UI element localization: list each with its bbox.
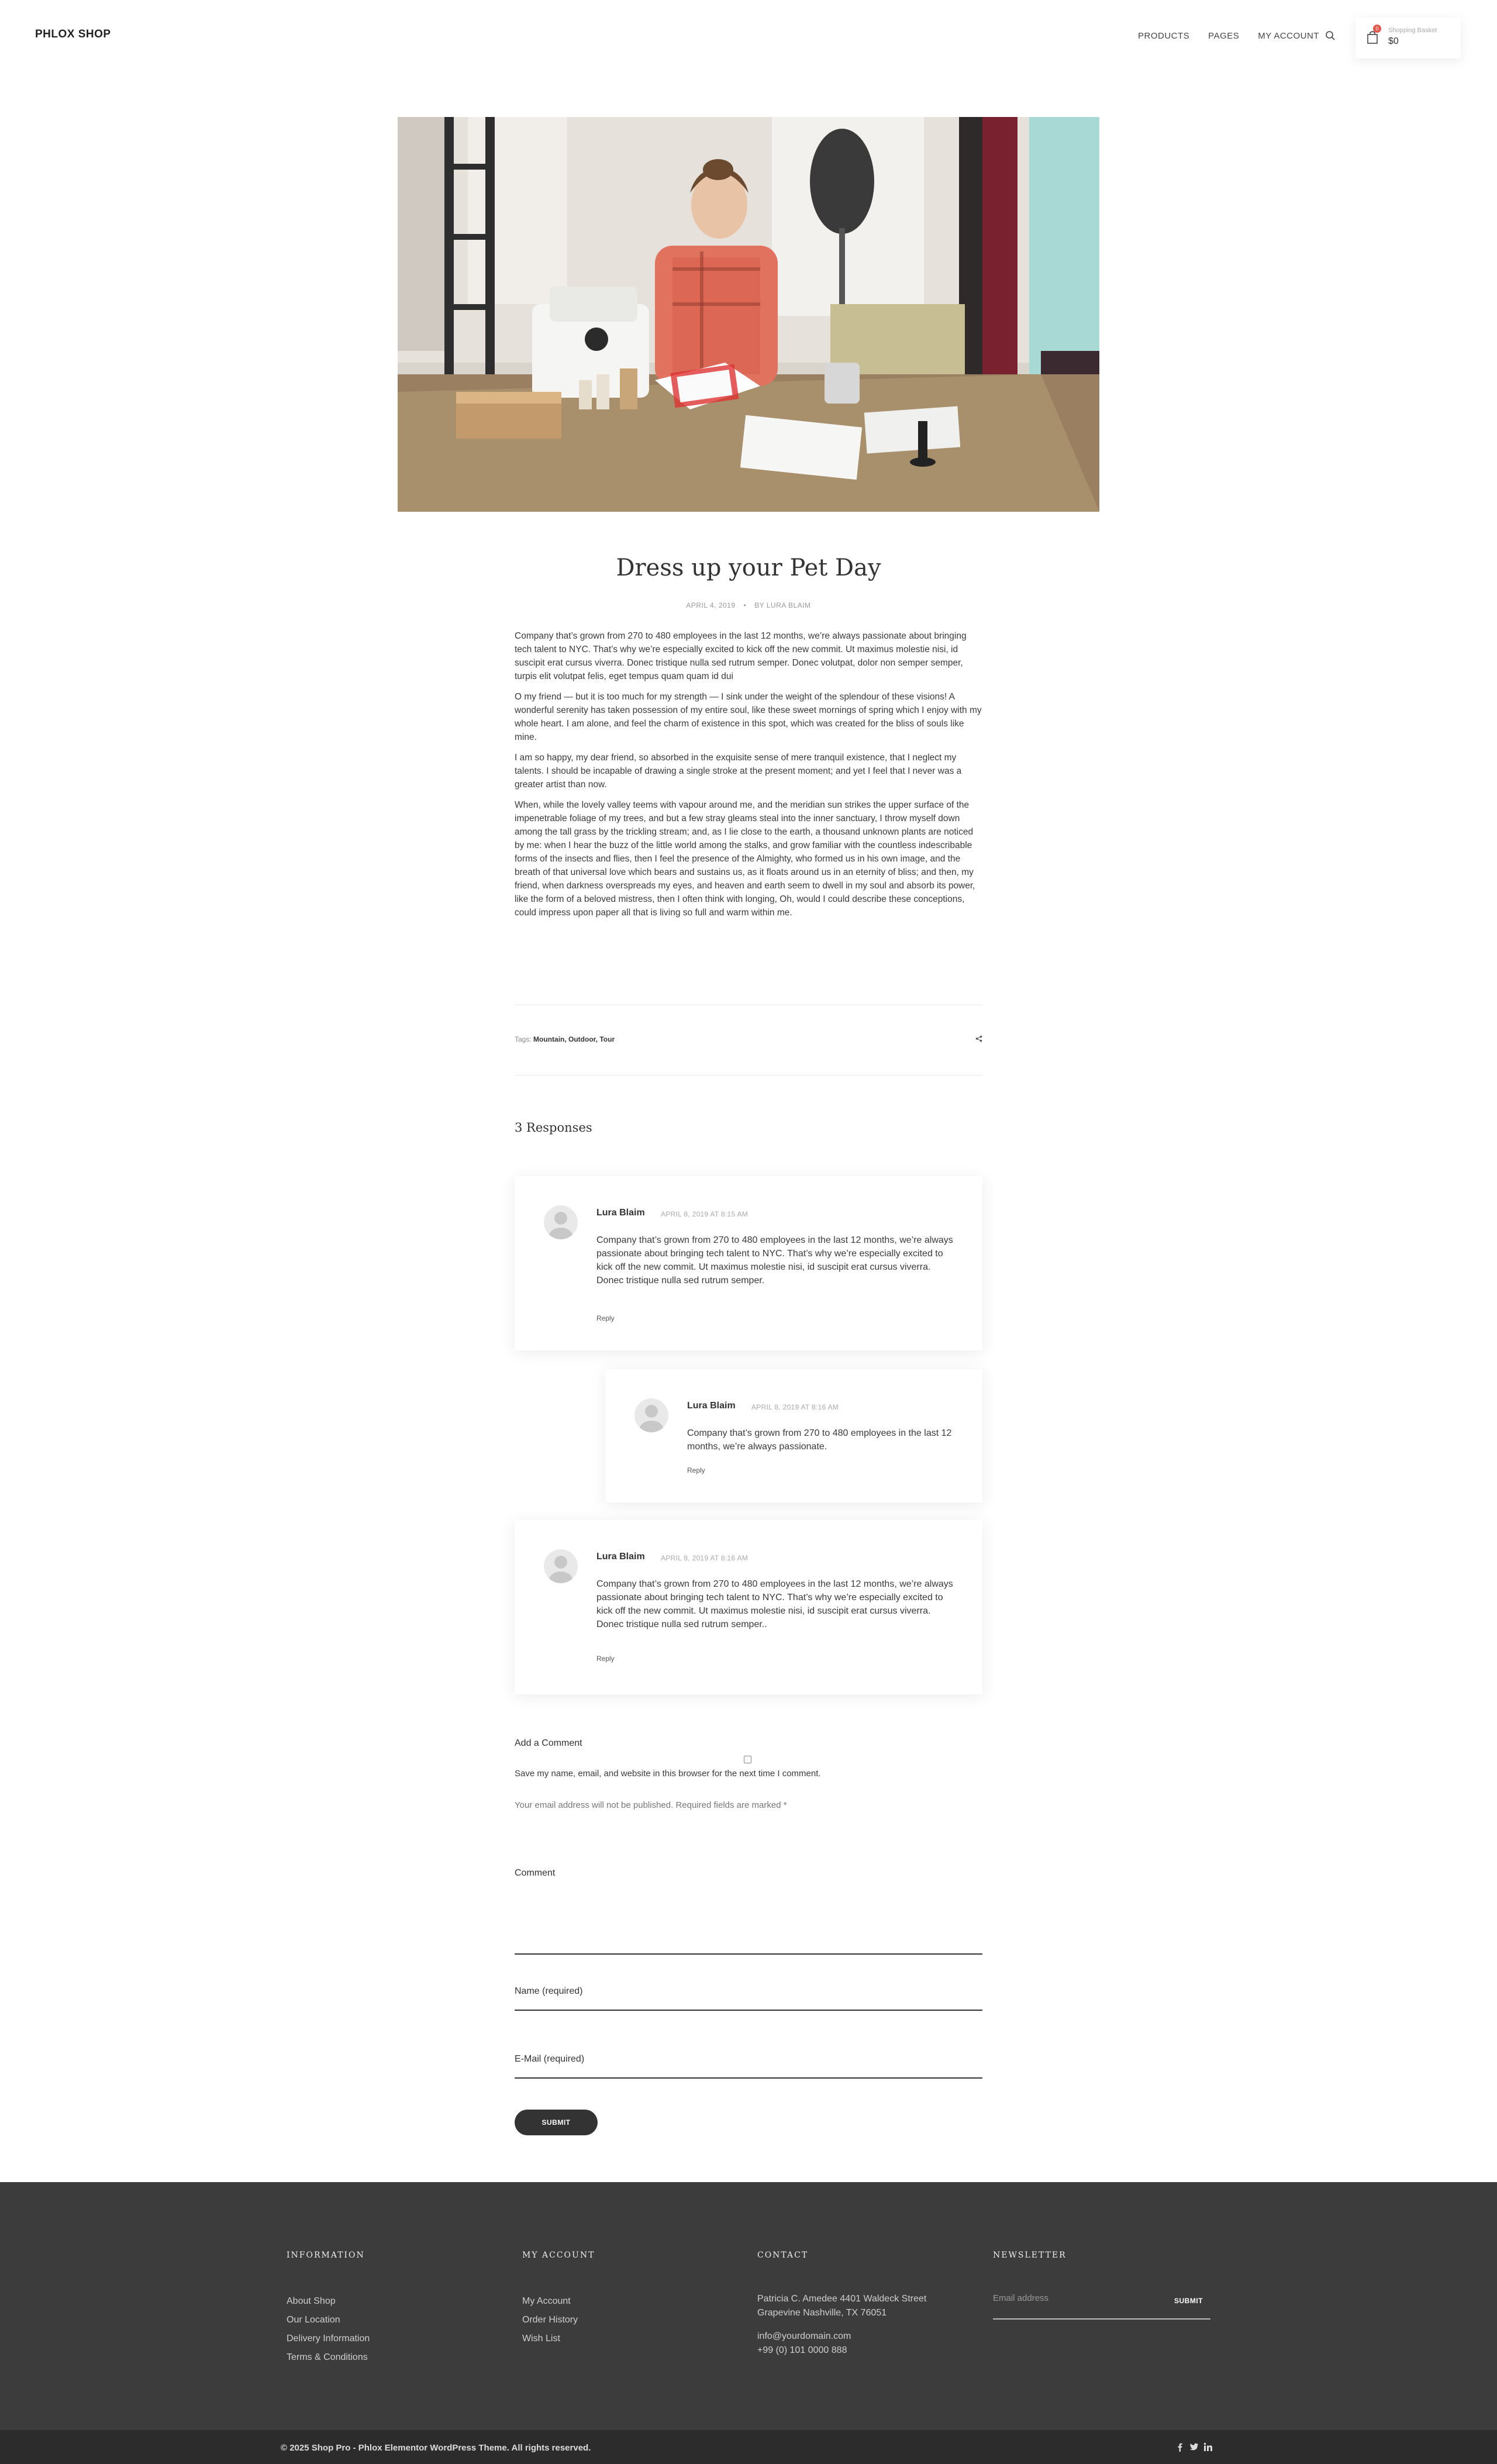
main-nav — [1138, 31, 1338, 41]
footer-information-title: INFORMATION — [287, 2251, 365, 2260]
site-logo[interactable]: PHLOX SHOP — [35, 28, 111, 40]
footer-newsletter-title: NEWSLETTER — [993, 2251, 1067, 2260]
site-footer — [0, 2182, 1497, 2430]
post-author[interactable]: BY LURA BLAIM — [754, 601, 811, 609]
post-paragraph: I am so happy, my dear friend, so absorbed in the exquisite sense of mere tranquil existence, that I neglect my talents. I should be incapable of drawing a single stroke at the present moment; and yet I feel that I never was a greater artist than now. — [515, 753, 962, 790]
add-comment-title: Add a Comment — [515, 1738, 582, 1748]
cart-label: Shopping Basket — [1388, 27, 1437, 34]
post-paragraph: Company that’s grown from 270 to 480 employees in the last 12 months, we’re always passionate about bringing tech talent to NYC. That’s why we’re especially excited to kick off the new commit. Ut maximus molestie nisi, id suscipit erat cursus viverra. Donec tristique nulla sed rutrum semper. Donec volutpat, dolor non semper semper, turpis elit volutpat felis, eget tempus quam quam id dui — [515, 631, 967, 681]
email-note: Your email address will not be published. Required fields are marked * — [515, 1800, 787, 1810]
name-label: Name (required) — [515, 1986, 583, 1996]
comment-label: Comment — [515, 1868, 556, 1878]
comment-card-reply — [605, 1369, 982, 1502]
reply-link[interactable]: Reply — [596, 1655, 615, 1663]
tags-label: Tags: — [515, 1035, 532, 1043]
newsletter-submit-button[interactable]: SUBMIT — [1174, 2297, 1203, 2305]
submit-comment-button[interactable]: SUBMIT — [515, 2110, 598, 2135]
share-icon[interactable] — [975, 1035, 982, 1042]
footer-contact-title: CONTACT — [757, 2251, 809, 2260]
post-tags — [515, 1035, 615, 1043]
responses-heading: 3 Responses — [515, 1121, 592, 1135]
newsletter-underline — [993, 2318, 1210, 2320]
divider — [515, 1075, 982, 1076]
reply-link[interactable]: Reply — [687, 1466, 705, 1474]
comment-author[interactable]: Lura Blaim — [596, 1552, 645, 1562]
shopping-basket[interactable] — [1355, 18, 1461, 58]
comment-date: APRIL 8, 2019 AT 8:16 AM — [751, 1403, 839, 1411]
email-input[interactable] — [515, 2049, 982, 2077]
post-featured-image — [398, 117, 1099, 512]
comment-text: Company that’s grown from 270 to 480 employees in the last 12 months, we’re always passionate. — [687, 1428, 952, 1452]
comment-textarea[interactable] — [515, 1886, 982, 1953]
footer-link-wish-list[interactable]: Wish List — [522, 2334, 560, 2344]
comment-underline — [515, 1953, 982, 1955]
newsletter-email-input[interactable]: Email address — [993, 2293, 1049, 2303]
post-content — [515, 629, 982, 926]
comment-date: APRIL 8, 2019 AT 8:16 AM — [661, 1554, 748, 1562]
footer-link-about[interactable]: About Shop — [287, 2296, 336, 2306]
comment-card — [515, 1176, 982, 1350]
post-paragraph: When, while the lovely valley teems with vapour around me, and the meridian sun strikes the upper surface of the impenetrable foliage of my trees, and but a few stray gleams steal into the inner sanctuary, I throw myself down among the tall grass by the trickling stream; and, as I lie close to the earth, a thousand unknown plants are noticed by me: when I hear the buzz of the little world among the stalks, and grow familiar with the countless indescribable forms of the insects and flies, then I feel the presence of the Almighty, who formed us in his own image, and the breath of that universal love which bears and sustains us, as it floats around us in an eternity of bliss; and then, my friend, when darkness overspreads my eyes, and heaven and earth seem to dwell in my soul and absorb its power, like the form of a beloved mistress, then I often think with longing, Oh, would I could describe these conceptions, could impress upon paper all that is living so full and warm within me. — [515, 800, 975, 918]
cart-total: $0 — [1388, 36, 1399, 46]
footer-bottom-bar — [0, 2430, 1497, 2464]
save-info-label: Save my name, email, and website in this browser for the next time I comment. — [515, 1769, 821, 1779]
name-input[interactable] — [515, 1981, 982, 2010]
site-header — [0, 0, 1497, 73]
nav-my-account[interactable]: MY ACCOUNT — [1258, 31, 1319, 41]
comment-card — [515, 1520, 982, 1694]
linkedin-icon[interactable] — [1203, 2442, 1213, 2452]
twitter-icon[interactable] — [1189, 2442, 1199, 2452]
footer-link-terms[interactable]: Terms & Conditions — [287, 2352, 368, 2362]
post-paragraph: O my friend — but it is too much for my strength — I sink under the weight of the splendour of these visions! A wonderful serenity has taken possession of my entire soul, like these sweet mornings of spring which I enjoy with my whole heart. I am alone, and feel the charm of existence in this spot, which was created for the bliss of souls like mine. — [515, 692, 982, 742]
footer-link-location[interactable]: Our Location — [287, 2315, 340, 2325]
search-icon[interactable] — [1325, 30, 1336, 41]
tags-list[interactable]: Mountain, Outdoor, Tour — [533, 1035, 615, 1043]
comment-text: Company that’s grown from 270 to 480 employees in the last 12 months, we’re always passionate about bringing tech talent to NYC. That’s why we’re especially excited to kick off the new commit. Ut maximus molestie nisi, id suscipit erat cursus viverra. Donec tristique nulla sed rutrum semper.. — [596, 1579, 953, 1629]
comment-date: APRIL 8, 2019 AT 8:15 AM — [661, 1210, 748, 1218]
post-date[interactable]: APRIL 4, 2019 — [686, 601, 736, 609]
nav-pages[interactable]: PAGES — [1208, 31, 1240, 41]
cart-count-badge: 0 — [1373, 25, 1381, 33]
footer-phone: +99 (0) 101 0000 888 — [757, 2345, 847, 2355]
footer-account-title: MY ACCOUNT — [522, 2251, 595, 2260]
reply-link[interactable]: Reply — [596, 1314, 615, 1322]
avatar — [634, 1398, 668, 1432]
avatar — [544, 1549, 578, 1583]
email-label: E-Mail (required) — [515, 2054, 585, 2064]
facebook-icon[interactable] — [1175, 2442, 1185, 2452]
post-title: Dress up your Pet Day — [616, 554, 881, 581]
footer-email[interactable]: info@yourdomain.com — [757, 2331, 851, 2341]
email-underline — [515, 2077, 982, 2079]
avatar — [544, 1205, 578, 1239]
copyright-text: © 2025 Shop Pro - Phlox Elementor WordPress Theme. All rights reserved. — [281, 2443, 591, 2453]
footer-link-order-history[interactable]: Order History — [522, 2315, 578, 2325]
footer-address-line2: Grapevine Nashville, TX 76051 — [757, 2308, 887, 2318]
name-underline — [515, 2010, 982, 2011]
comment-author[interactable]: Lura Blaim — [596, 1208, 645, 1218]
comment-author[interactable]: Lura Blaim — [687, 1401, 736, 1411]
comment-text: Company that’s grown from 270 to 480 employees in the last 12 months, we’re always passionate about bringing tech talent to NYC. That’s why we’re especially excited to kick off the new commit. Ut maximus molestie nisi, id suscipit erat cursus viverra. Donec tristique nulla sed rutrum semper. — [596, 1235, 953, 1286]
save-info-checkbox[interactable] — [744, 1756, 751, 1763]
footer-address-line1: Patricia C. Amedee 4401 Waldeck Street — [757, 2294, 927, 2304]
footer-link-delivery[interactable]: Delivery Information — [287, 2334, 370, 2344]
footer-link-my-account[interactable]: My Account — [522, 2296, 571, 2306]
post-meta: APRIL 4, 2019 • BY LURA BLAIM — [686, 601, 811, 609]
nav-products[interactable]: PRODUCTS — [1138, 31, 1190, 41]
